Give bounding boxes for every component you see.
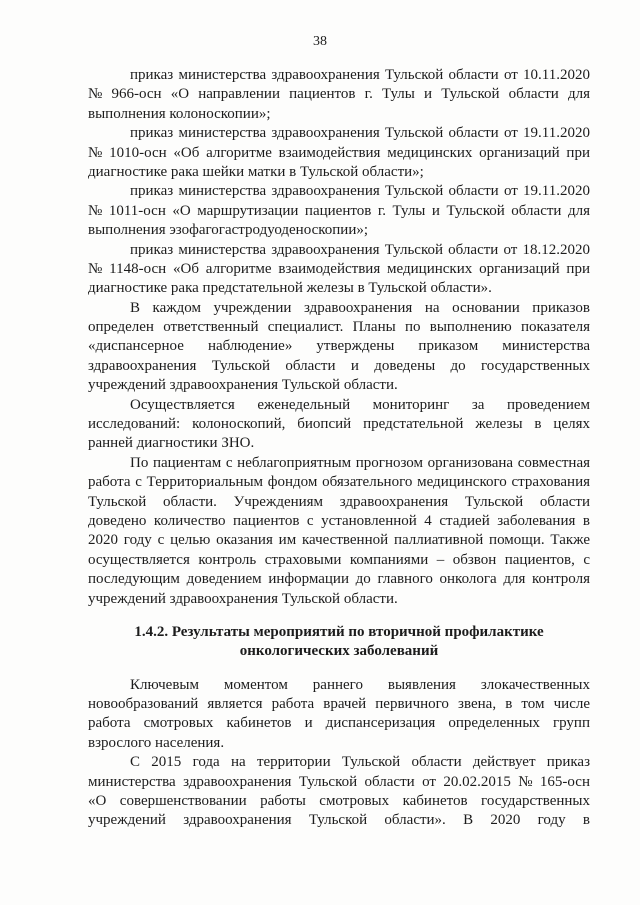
text-line bbox=[88, 590, 590, 609]
paragraph bbox=[88, 299, 590, 396]
line-text: № 1148-осн «Об алгоритме взаимодействия медицинских организаций при bbox=[88, 260, 590, 277]
line-text: № 1010-осн «Об алгоритме взаимодействия медицинских организаций при bbox=[88, 144, 590, 161]
text-line bbox=[88, 570, 590, 589]
text-line bbox=[88, 221, 590, 240]
text-line bbox=[88, 279, 590, 298]
text-line bbox=[88, 714, 590, 733]
line-text: выполнения колоноскопии»; bbox=[88, 105, 271, 122]
line-text: приказ министерства здравоохранения Тульской области от 19.11.2020 bbox=[130, 183, 590, 200]
line-text: диагностике рака предстательной железы в Тульской области». bbox=[88, 280, 492, 297]
section-heading bbox=[88, 623, 590, 662]
line-text: Ключевым моментом раннего выявления злокачественных bbox=[130, 676, 590, 693]
paragraph bbox=[88, 676, 590, 754]
line-text: приказ министерства здравоохранения Тульской области от 18.12.2020 bbox=[130, 241, 590, 258]
line-text: 2020 году с целью оказания им качественной паллиативной помощи. Также bbox=[88, 532, 590, 549]
line-text: здравоохранения Тульской области и доведены до государственных bbox=[88, 357, 590, 374]
text-line bbox=[88, 318, 590, 337]
text-line bbox=[88, 396, 590, 415]
text-line bbox=[88, 695, 590, 714]
heading-text: онкологических заболеваний bbox=[239, 643, 439, 660]
text-line bbox=[88, 163, 590, 182]
line-text: «О совершенствовании работы смотровых кабинетов государственных bbox=[88, 793, 590, 810]
line-text: Осуществляется еженедельный мониторинг за проведением bbox=[130, 396, 590, 413]
line-text: приказ министерства здравоохранения Тульской области от 10.11.2020 bbox=[130, 67, 590, 83]
text-line bbox=[88, 299, 590, 318]
heading-text: 1.4.2. Результаты мероприятий по вторичной профилактике bbox=[134, 623, 544, 640]
text-line bbox=[88, 415, 590, 434]
line-text: работа смотровых кабинетов и диспансеризация определенных групп bbox=[88, 715, 590, 732]
text-line bbox=[88, 734, 590, 753]
line-text: ранней диагностики ЗНО. bbox=[88, 435, 255, 452]
text-line bbox=[88, 551, 590, 570]
page-number: 38 bbox=[313, 34, 327, 49]
text-line bbox=[88, 792, 590, 811]
line-text: учреждений здравоохранения Тульской области. bbox=[88, 590, 398, 607]
line-text: работа с Территориальным фондом обязательного медицинского страхования bbox=[88, 474, 590, 491]
text-line bbox=[88, 473, 590, 492]
text-line bbox=[88, 773, 590, 792]
line-text: № 966-осн «О направлении пациентов г. Тулы и Тульской области для bbox=[88, 86, 590, 103]
heading-line bbox=[88, 642, 590, 661]
text-line bbox=[88, 357, 590, 376]
text-line bbox=[88, 85, 590, 104]
paragraph bbox=[88, 182, 590, 240]
text-line bbox=[88, 753, 590, 772]
line-text: диагностике рака шейки матки в Тульской области»; bbox=[88, 163, 424, 180]
text-line bbox=[88, 676, 590, 695]
paragraph bbox=[88, 66, 590, 124]
text-line bbox=[88, 434, 590, 453]
line-text: доведено количество пациентов с установленной 4 стадией заболевания в bbox=[88, 512, 590, 529]
text-line bbox=[88, 260, 590, 279]
line-text: определен ответственный специалист. Планы по выполнению показателя bbox=[88, 319, 590, 336]
line-text: последующим доведением информации до главного онколога для контроля bbox=[88, 571, 590, 588]
heading-line bbox=[88, 623, 590, 642]
line-text: № 1011-осн «О маршрутизации пациентов г. Тулы и Тульской области для bbox=[88, 202, 590, 219]
text-line bbox=[88, 811, 590, 830]
text-line bbox=[88, 144, 590, 163]
text-line bbox=[88, 454, 590, 473]
line-text: осуществляется контроль страховыми компаниями – обзвон пациентов, с bbox=[88, 551, 590, 568]
line-text: министерства здравоохранения Тульской области от 20.02.2015 № 165-осн bbox=[88, 773, 590, 790]
paragraph bbox=[88, 753, 590, 831]
text-line bbox=[88, 124, 590, 143]
line-text: «диспансерное наблюдение» утверждены приказом министерства bbox=[88, 338, 590, 355]
text-line bbox=[88, 241, 590, 260]
text-line bbox=[88, 512, 590, 531]
line-text: выполнения эзофагогастродуоденоскопии»; bbox=[88, 222, 369, 239]
text-line bbox=[88, 493, 590, 512]
line-text: В каждом учреждении здравоохранения на основании приказов bbox=[130, 299, 590, 316]
text-line bbox=[88, 66, 590, 85]
text-line bbox=[88, 105, 590, 124]
line-text: учреждений здравоохранения Тульской области». В 2020 году в bbox=[88, 812, 590, 829]
text-line bbox=[88, 182, 590, 201]
paragraph bbox=[88, 454, 590, 609]
line-text: исследований: колоноскопий, биопсий предстательной железы в целях bbox=[88, 416, 590, 433]
paragraph bbox=[88, 396, 590, 454]
line-text: взрослого населения. bbox=[88, 734, 225, 751]
line-text: По пациентам с неблагоприятным прогнозом организована совместная bbox=[130, 454, 590, 471]
line-text: С 2015 года на территории Тульской области действует приказ bbox=[130, 754, 590, 771]
line-text: Тульской области. Учреждениям здравоохранения Тульской области bbox=[88, 493, 590, 510]
text-line bbox=[88, 376, 590, 395]
page-body bbox=[88, 66, 590, 831]
line-text: новообразований является работа врачей первичного звена, в том числе bbox=[88, 696, 590, 713]
line-text: учреждений здравоохранения Тульской области. bbox=[88, 377, 398, 394]
paragraph bbox=[88, 124, 590, 182]
paragraph bbox=[88, 241, 590, 299]
text-line bbox=[88, 531, 590, 550]
line-text: приказ министерства здравоохранения Тульской области от 19.11.2020 bbox=[130, 125, 590, 142]
text-line bbox=[88, 202, 590, 221]
text-line bbox=[88, 337, 590, 356]
